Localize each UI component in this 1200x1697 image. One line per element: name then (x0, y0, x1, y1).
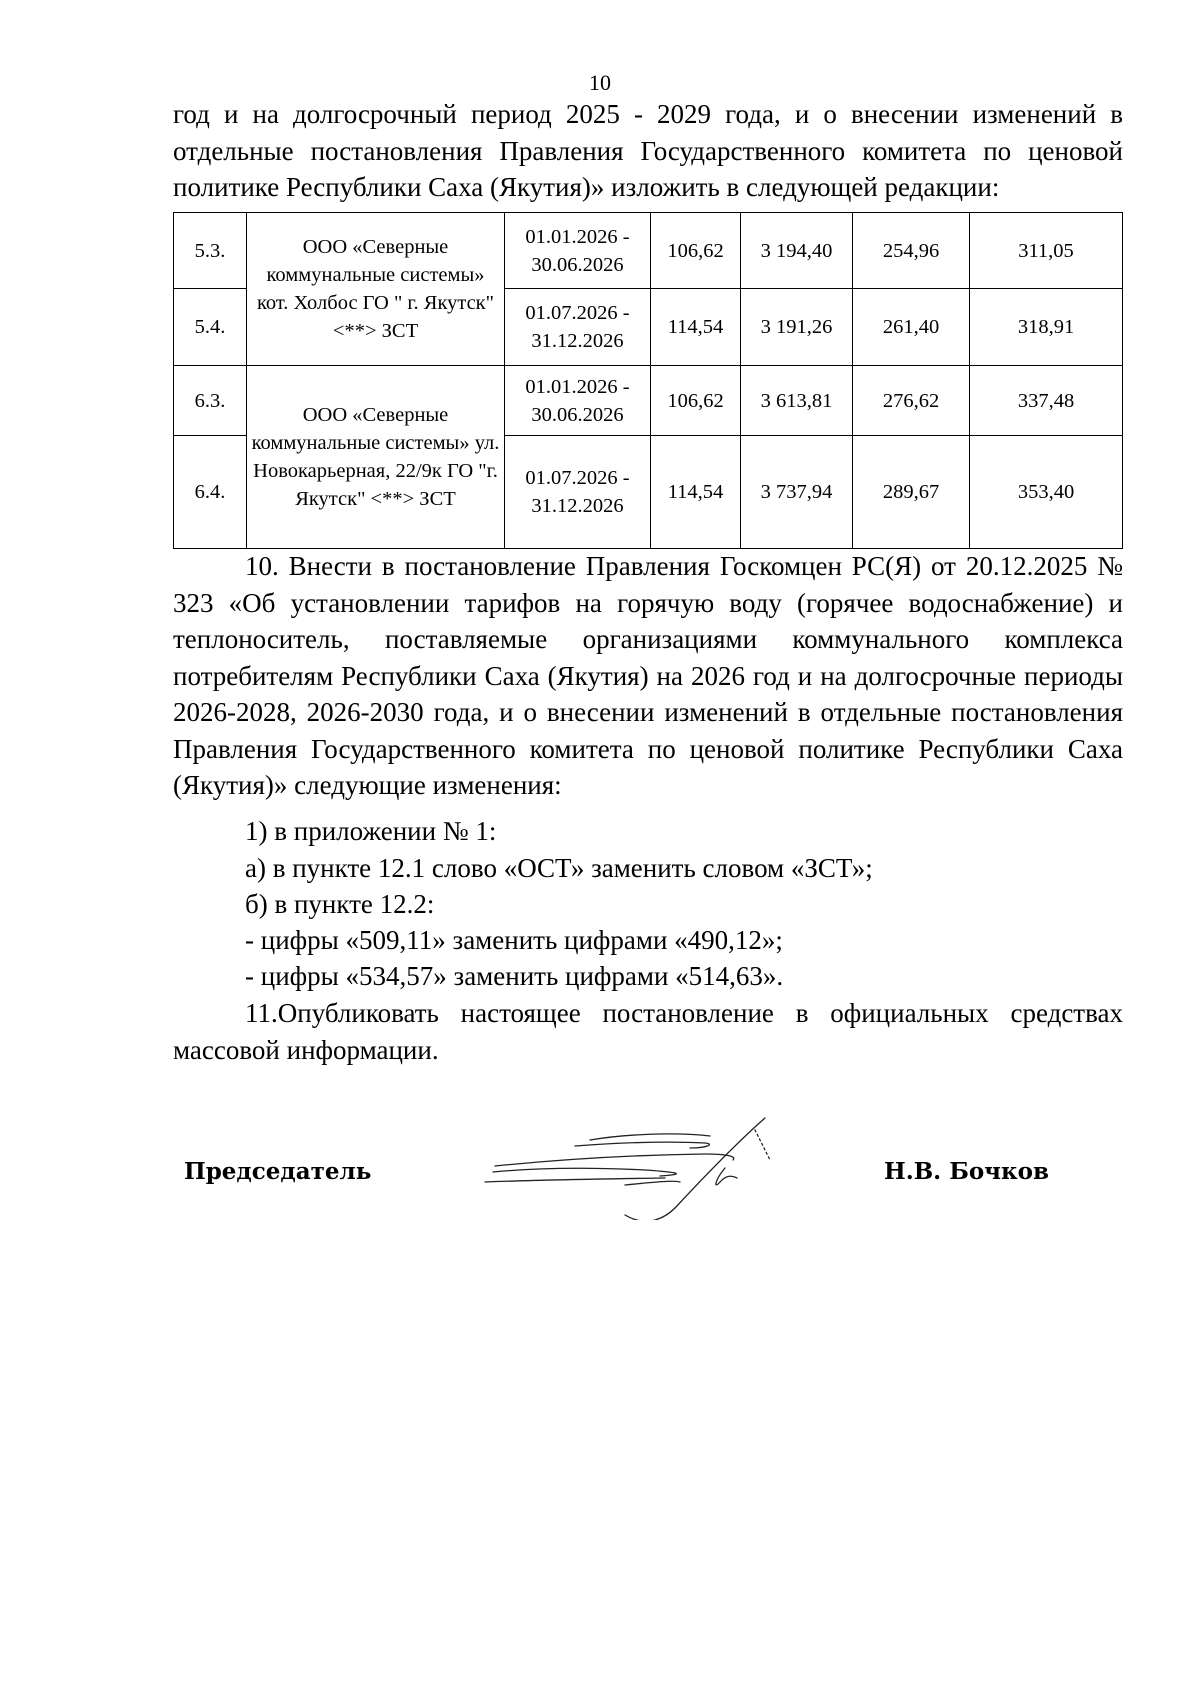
table-row (174, 366, 1123, 436)
period-cell: 01.01.2026 - 30.06.2026 (505, 213, 651, 289)
intro-paragraph: год и на долгосрочный период 2025 - 2029 года, и о внесении изменений в отдельные постановления Правления Государственного комитета по ценовой политике Республики Саха (Якутия)» изложить в следующей редакции: (173, 99, 1123, 202)
list-item: б) в пункте 12.2: (245, 889, 435, 919)
value-cell: 318,91 (970, 289, 1123, 366)
row-number: 5.3. (174, 213, 247, 289)
list-item: - цифры «509,11» заменить цифрами «490,12»; (245, 925, 783, 955)
value-cell: 106,62 (651, 213, 741, 289)
period-cell: 01.01.2026 - 30.06.2026 (505, 366, 651, 436)
value-cell: 3 737,94 (741, 436, 853, 549)
list-item: - цифры «534,57» заменить цифрами «514,63». (245, 961, 784, 991)
page-number: 10 (589, 70, 611, 95)
signatory-title: Председатель (184, 1158, 372, 1185)
signatory-name: Н.В. Бочков (884, 1158, 1049, 1185)
table-row (174, 213, 1123, 289)
value-cell: 3 613,81 (741, 366, 853, 436)
value-cell: 106,62 (651, 366, 741, 436)
value-cell: 289,67 (853, 436, 970, 549)
value-cell: 337,48 (970, 366, 1123, 436)
period-cell: 01.07.2026 - 31.12.2026 (505, 289, 651, 366)
value-cell: 276,62 (853, 366, 970, 436)
value-cell: 261,40 (853, 289, 970, 366)
row-number: 6.3. (174, 366, 247, 436)
paragraph-10: 10. Внести в постановление Правления Госкомцен РС(Я) от 20.12.2025 № 323 «Об установлении тарифов на горячую воду (горячее водоснабжение) и теплоноситель, поставляемые организациями коммунального комплекса потребителям Республики Саха (Якутия) на 2026 год и на долгосрочные периоды 2026-2028, 2026-2030 года, и о внесении изменений в отдельные постановления Правления Государственного комитета по ценовой политике Республики Саха (Якутия)» следующие изменения: (173, 551, 1123, 800)
list-item: 1) в приложении № 1: (245, 816, 497, 846)
period-cell: 01.07.2026 - 31.12.2026 (505, 436, 651, 549)
organization-cell: ООО «Северные коммунальные системы» ул. Новокарьерная, 22/9к ГО "г. Якутск" <**> ЗСТ (247, 366, 505, 549)
row-number: 6.4. (174, 436, 247, 549)
value-cell: 353,40 (970, 436, 1123, 549)
value-cell: 3 194,40 (741, 213, 853, 289)
value-cell: 114,54 (651, 436, 741, 549)
list-item: а) в пункте 12.1 слово «ОСТ» заменить словом «ЗСТ»; (245, 853, 873, 883)
value-cell: 114,54 (651, 289, 741, 366)
paragraph-11: 11.Опубликовать настоящее постановление в официальных средствах массовой информации. (173, 998, 1123, 1065)
value-cell: 254,96 (853, 213, 970, 289)
value-cell: 3 191,26 (741, 289, 853, 366)
handwritten-signature (475, 1110, 805, 1220)
organization-cell: ООО «Северные коммунальные системы» кот. Холбос ГО " г. Якутск" <**> ЗСТ (247, 213, 505, 366)
tariff-table (173, 212, 1123, 549)
row-number: 5.4. (174, 289, 247, 366)
value-cell: 311,05 (970, 213, 1123, 289)
